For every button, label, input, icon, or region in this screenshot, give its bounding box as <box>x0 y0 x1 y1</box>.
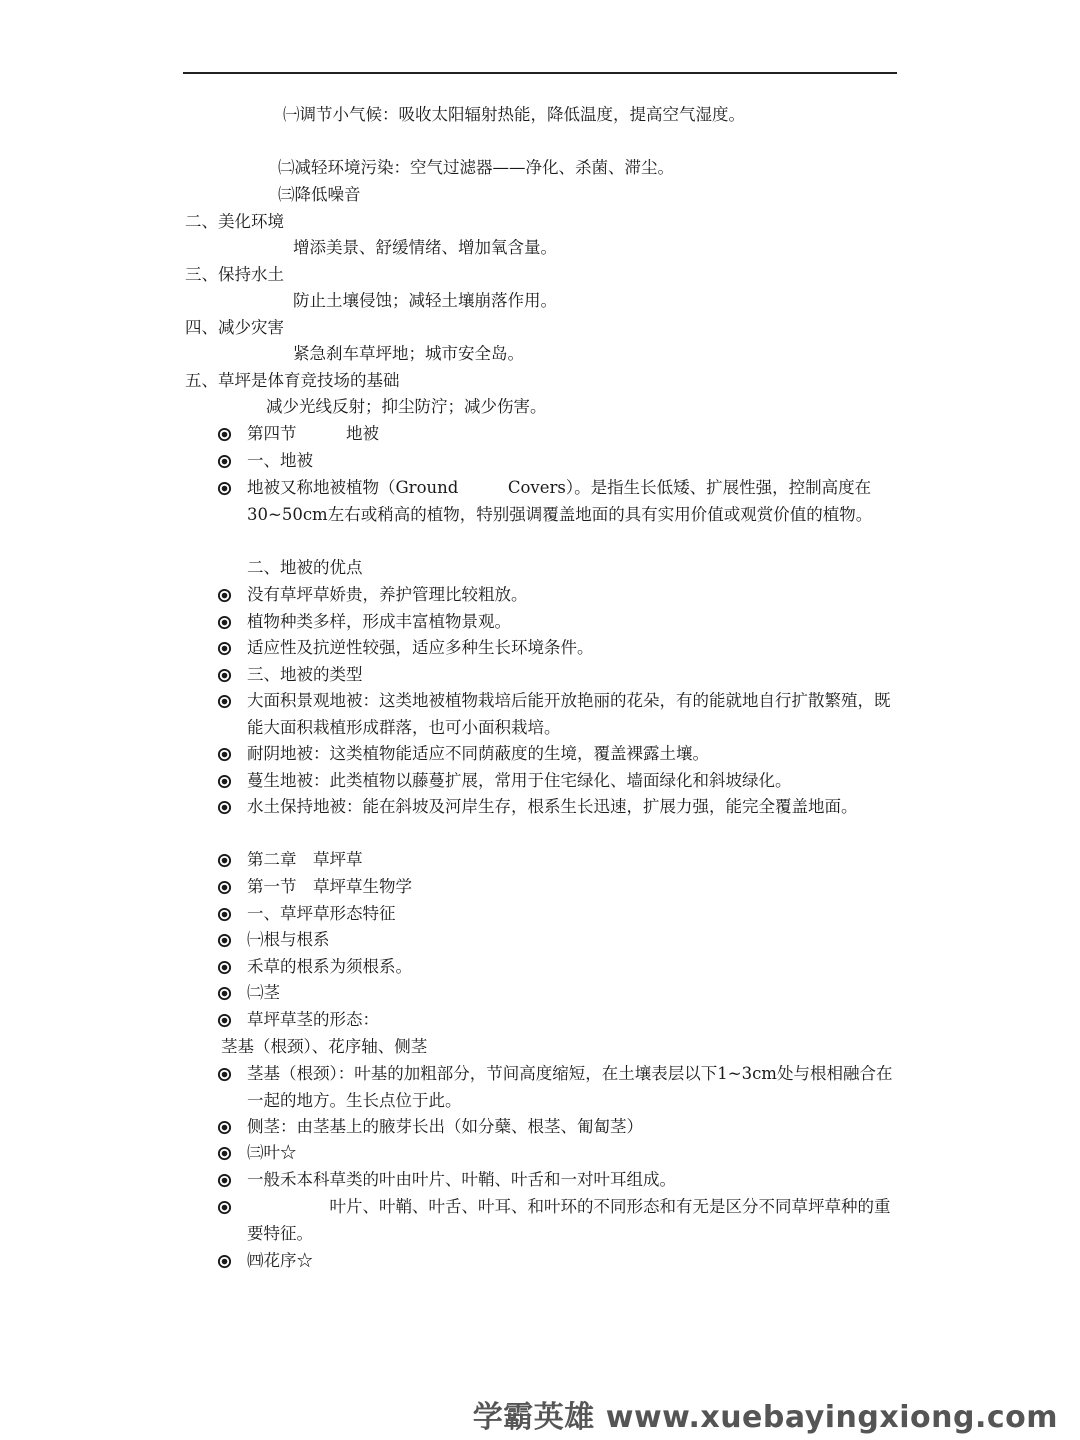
list-item: 一、地被 <box>247 451 313 470</box>
text-line: 增添美景、舒缓情绪、增加氧含量。 <box>293 238 557 257</box>
list-item: ㈠根与根系 <box>247 930 330 949</box>
bullet-icon <box>217 933 232 948</box>
text-line: ㈢降低噪音 <box>278 185 361 204</box>
bullet-icon <box>217 907 232 922</box>
bullet-icon <box>217 588 232 603</box>
text-line: 紧急刹车草坪地；城市安全岛。 <box>293 344 524 363</box>
bullet-icon <box>217 1146 232 1161</box>
watermark: 学霸英雄 www.xuebayingxiong.com <box>472 1400 1058 1435</box>
text-line: ㈡减轻环境污染：空气过滤器——净化、杀菌、滞尘。 <box>278 158 674 177</box>
list-item: ㈣花序☆ <box>247 1251 313 1270</box>
list-item: 禾草的根系为须根系。 <box>247 957 412 976</box>
bullet-icon <box>217 1254 232 1269</box>
list-item: 耐阴地被：这类植物能适应不同荫蔽度的生境，覆盖裸露土壤。 <box>247 744 709 763</box>
header-rule <box>183 72 897 74</box>
list-item: 没有草坪草娇贵，养护管理比较粗放。 <box>247 585 528 604</box>
text-line: 防止土壤侵蚀；减轻土壤崩落作用。 <box>293 291 557 310</box>
list-item: 叶片、叶鞘、叶舌、叶耳、和叶环的不同形态和有无是区分不同草坪草种的重要特征。 <box>247 1197 891 1243</box>
list-item: 侧茎：由茎基上的腋芽长出（如分蘖、根茎、匍匐茎） <box>247 1117 643 1136</box>
list-item: 三、地被的类型 <box>247 665 363 684</box>
bullet-icon <box>217 615 232 630</box>
list-item: 一般禾本科草类的叶由叶片、叶鞘、叶舌和一对叶耳组成。 <box>247 1170 676 1189</box>
bullet-icon <box>217 1173 232 1188</box>
bullet-icon <box>217 427 232 442</box>
bullet-icon <box>217 641 232 656</box>
list-item: 草坪草茎的形态： <box>247 1010 379 1029</box>
bullet-icon <box>217 481 232 496</box>
section-heading: 二、地被的优点 <box>247 558 363 577</box>
list-item: 植物种类多样，形成丰富植物景观。 <box>247 612 511 631</box>
bullet-icon <box>217 774 232 789</box>
bullet-icon <box>217 1067 232 1082</box>
bullet-icon <box>217 668 232 683</box>
list-item: 第一节 草坪草生物学 <box>247 877 412 896</box>
section-heading: 三、保持水土 <box>185 265 284 284</box>
bullet-icon <box>217 747 232 762</box>
text-line: 减少光线反射；抑尘防泞；减少伤害。 <box>266 397 547 416</box>
bullet-icon <box>217 800 232 815</box>
bullet-icon <box>217 694 232 709</box>
bullet-icon <box>217 1013 232 1028</box>
text-line: 茎基（根颈）、花序轴、侧茎 <box>221 1037 428 1056</box>
list-item: 水土保持地被：能在斜坡及河岸生存，根系生长迅速，扩展力强，能完全覆盖地面。 <box>247 797 858 816</box>
list-item: 地被又称地被植物（Ground Covers）。是指生长低矮、扩展性强，控制高度在30~50cm左右或稍高的植物，特别强调覆盖地面的具有实用价值或观赏价值的植物。 <box>247 478 873 524</box>
bullet-icon <box>217 853 232 868</box>
list-item: ㈢叶☆ <box>247 1143 297 1162</box>
list-item: 适应性及抗逆性较强，适应多种生长环境条件。 <box>247 638 594 657</box>
bullet-icon <box>217 960 232 975</box>
bullet-icon <box>217 1120 232 1135</box>
bullet-icon <box>217 880 232 895</box>
section-heading: 二、美化环境 <box>185 212 284 231</box>
bullet-icon <box>217 454 232 469</box>
list-item: 大面积景观地被：这类地被植物栽培后能开放艳丽的花朵，有的能就地自行扩散繁殖，既能大面积栽植形成群落，也可小面积栽培。 <box>247 691 891 737</box>
list-item: 一、草坪草形态特征 <box>247 904 396 923</box>
list-item: 茎基（根颈）：叶基的加粗部分，节间高度缩短，在土壤表层以下1~3cm处与根相融合在一起的地方。生长点位于此。 <box>247 1064 893 1110</box>
section-heading: 五、草坪是体育竞技场的基础 <box>185 371 400 390</box>
text-line: ㈠调节小气候：吸收太阳辐射热能，降低温度，提高空气湿度。 <box>283 105 745 124</box>
bullet-icon <box>217 1200 232 1215</box>
list-item: 第二章 草坪草 <box>247 850 363 869</box>
list-item: 蔓生地被：此类植物以藤蔓扩展，常用于住宅绿化、墙面绿化和斜坡绿化。 <box>247 771 792 790</box>
section-heading: 四、减少灾害 <box>185 318 284 337</box>
bullet-icon <box>217 986 232 1001</box>
list-item: 第四节 地被 <box>247 424 379 443</box>
list-item: ㈡茎 <box>247 983 280 1002</box>
